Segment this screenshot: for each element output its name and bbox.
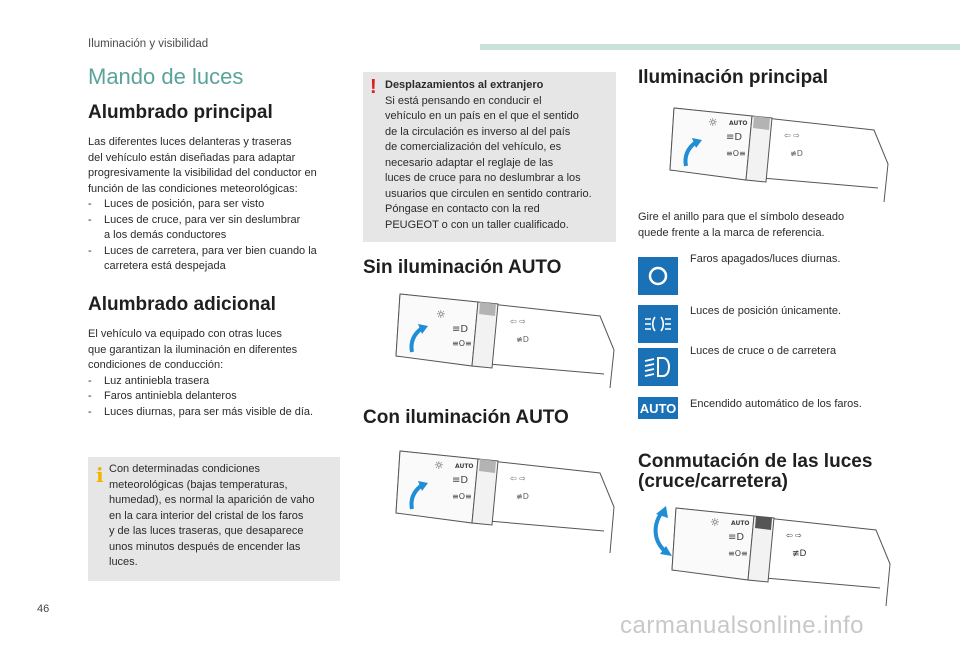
position-lights-icon: ≡O≡ [726, 149, 746, 158]
position-lights-icon: ≡O≡ [452, 339, 472, 348]
chapter-title: Mando de luces [88, 64, 244, 89]
sun-icon: ☼ [436, 308, 446, 321]
list-item: - Luz antiniebla trasera [88, 374, 343, 390]
direction-arrows-icon: ⇦ ⇨ [786, 531, 802, 540]
section-title-main-lighting: Alumbrado principal [88, 102, 273, 123]
headlight-icon [638, 348, 678, 386]
position-lights-icon: ≡O≡ [728, 549, 748, 558]
fog-light-icon: ≢D [790, 149, 803, 158]
warning-icon: ! [370, 76, 377, 98]
paragraph-line: progresivamente la visibilidad del conductor en [88, 167, 317, 179]
watermark: carmanualsonline.info [620, 612, 864, 639]
paragraph-line: función de las condiciones meteorológicas: [88, 182, 298, 195]
auto-label: AUTO [729, 120, 748, 127]
section-title-extra-lighting: Alumbrado adicional [88, 294, 276, 315]
off-ring-icon [638, 257, 678, 295]
push-pull-arrow-icon [656, 512, 666, 552]
info-icon: i [96, 463, 104, 487]
paragraph-line: del vehículo están diseñadas para adaptar [88, 151, 296, 164]
info-box [88, 457, 340, 581]
light-stalk-illustration-no-auto [392, 290, 618, 390]
mode-label: Luces de posición únicamente. [690, 305, 842, 317]
auto-label: AUTO [731, 520, 750, 527]
main-lighting-text [88, 135, 343, 275]
position-lights-icon [638, 305, 678, 343]
header-accent-bar [480, 44, 960, 50]
headlight-icon: ≡D [452, 475, 469, 486]
direction-arrows-icon: ⇦ ⇨ [784, 131, 800, 140]
section-title-main-illumination: Iluminación principal [638, 67, 829, 88]
light-stalk-illustration-main [666, 104, 892, 204]
fog-light-icon: ≢D [792, 549, 807, 559]
running-header: Iluminación y visibilidad [88, 38, 209, 50]
mode-label: Faros apagados/luces diurnas. [690, 253, 841, 265]
extra-lighting-text [88, 327, 343, 420]
ring-instruction-text: Gire el anillo para que el símbolo deseado quede frente a la marca de referencia. [638, 211, 845, 239]
mode-label: Encendido automático de los faros. [690, 398, 862, 410]
paragraph-line: que garantizan la iluminación en diferentes [88, 343, 298, 356]
paragraph-line: condiciones de conducción: [88, 359, 224, 371]
headlight-icon: ≡D [452, 324, 469, 335]
warning-title: Desplazamientos al extranjero [385, 79, 544, 91]
list-item: - Faros antiniebla delanteros [88, 389, 343, 405]
position-lights-icon: ≡O≡ [452, 492, 472, 501]
fog-light-icon: ≢D [516, 492, 529, 501]
list-item: - Luces de cruce, para ver sin deslumbrar a los demás conductores [88, 213, 343, 244]
light-stalk-illustration-auto [392, 447, 618, 557]
direction-arrows-icon: ⇦ ⇨ [510, 317, 526, 326]
section-title-switching: Conmutación de las luces (cruce/carretera) [638, 451, 873, 492]
warning-box [363, 72, 616, 242]
auto-icon: AUTO [638, 397, 678, 419]
list-item: - Luces diurnas, para ser más visible de día. [88, 405, 343, 421]
section-title-auto: Con iluminación AUTO [363, 407, 569, 428]
section-title-no-auto: Sin iluminación AUTO [363, 257, 562, 278]
auto-label: AUTO [455, 463, 474, 470]
warning-box-text: Desplazamientos al extranjero Si está pensando en conducir el vehículo en un país en el que el sentido de la circulación es inverso al del país de comercialización del vehículo, es necesario adaptar el reglaje de las luces de cruce para no deslumbrar a los usuarios que circulen en sentido contrario. Póngase en contacto con la red PEUGEOT o con un taller cualificado. [385, 78, 615, 233]
page-number: 46 [37, 603, 50, 615]
sun-icon: ☼ [708, 116, 718, 129]
paragraph-line: Las diferentes luces delanteras y traseras [88, 136, 292, 148]
list-item: - Luces de posición, para ser visto [88, 197, 343, 213]
light-stalk-illustration-switching [648, 502, 898, 612]
info-box-text: Con determinadas condiciones meteorológicas (bajas temperaturas, humedad), es normal la aparición de vaho en la cara interior del cristal de los faros y de las luces traseras, que desaparece unos minutos después de encender las luces. [109, 463, 315, 568]
list-item: - Luces de carretera, para ver bien cuando la carretera está despejada [88, 244, 343, 275]
mode-label: Luces de cruce o de carretera [690, 345, 837, 357]
headlight-icon: ≡D [728, 532, 745, 543]
sun-icon: ☼ [434, 459, 444, 472]
direction-arrows-icon: ⇦ ⇨ [510, 474, 526, 483]
paragraph-line: El vehículo va equipado con otras luces [88, 328, 282, 340]
sun-icon: ☼ [710, 516, 720, 529]
headlight-icon: ≡D [726, 132, 743, 143]
fog-light-icon: ≢D [516, 335, 529, 344]
